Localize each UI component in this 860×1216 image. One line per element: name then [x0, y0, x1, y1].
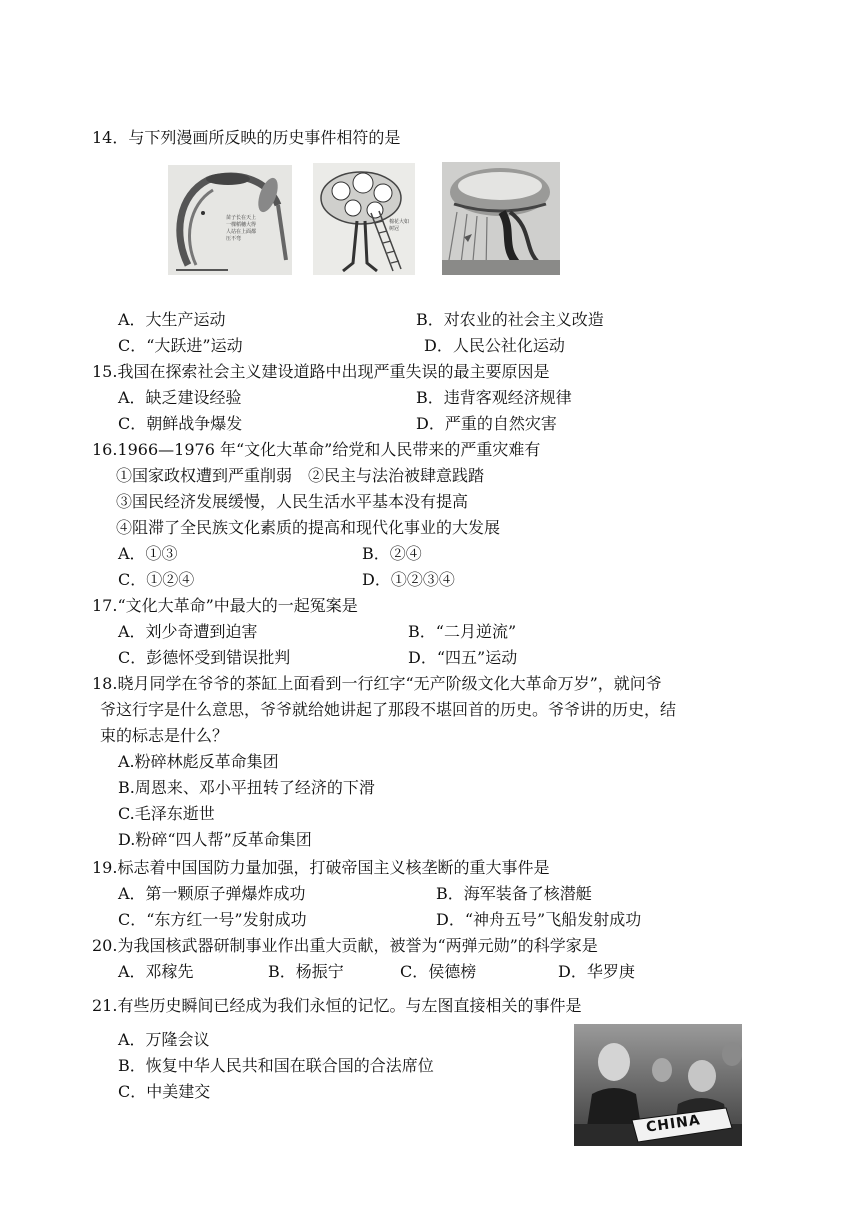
cartoon-caption-1: 苗子长在天上 一棵稻穗大得 人站在上面都 压不弯	[226, 215, 257, 242]
q17-option-d: D．“四五”运动	[408, 648, 518, 667]
q19-option-b: B．海军装备了核潜艇	[436, 884, 592, 903]
q16-item-3: ④阻滞了全民族文化素质的提高和现代化事业的大发展	[116, 518, 501, 537]
q19-option-d: D．“神舟五号”飞船发射成功	[436, 910, 642, 929]
q18-stem-line-3: 束的标志是什么？	[100, 726, 229, 745]
q15-option-d: D．严重的自然灾害	[416, 414, 557, 433]
q17-option-a: A．刘少奇遭到迫害	[118, 622, 258, 641]
q16-item-2: ③国民经济发展缓慢，人民生活水平基本没有提高	[116, 492, 469, 511]
q15-option-c: C．朝鲜战争爆发	[118, 414, 243, 433]
q19-option-c: C．“东方红一号”发射成功	[118, 910, 307, 929]
photo-sign-text: CHINA	[645, 1112, 702, 1136]
q15-option-b: B．违背客观经济规律	[416, 388, 572, 407]
q14-option-c: C．“大跃进”运动	[118, 336, 243, 355]
q14-option-b: B．对农业的社会主义改造	[416, 310, 604, 329]
q21-option-a: A．万隆会议	[118, 1030, 210, 1049]
q15-stem: 15.我国在探索社会主义建设道路中出现严重失误的最主要原因是	[92, 362, 550, 381]
q17-option-b: B．“二月逆流”	[408, 622, 517, 641]
q16-option-b: B．②④	[362, 544, 422, 563]
cartoon-cotton-tree	[313, 163, 415, 275]
q16-option-d: D．①②③④	[362, 570, 455, 589]
q18-option-b: B.周恩来、邓小平扭转了经济的下滑	[118, 778, 375, 797]
cartoon-boast-storm	[442, 162, 560, 275]
q17-option-c: C．彭德怀受到错误批判	[118, 648, 291, 667]
q20-option-d: D．华罗庚	[558, 962, 635, 981]
q20-option-c: C．侯德榜	[400, 962, 477, 981]
q14-option-a: A．大生产运动	[118, 310, 226, 329]
q16-option-c: C．①②④	[118, 570, 195, 589]
q21-option-b: B．恢复中华人民共和国在联合国的合法席位	[118, 1056, 434, 1075]
q21-option-c: C．中美建交	[118, 1082, 211, 1101]
q16-item-1: ①国家政权遭到严重削弱 ②民主与法治被肆意践踏	[116, 466, 485, 485]
q18-stem-line-2: 爷这行字是什么意思，爷爷就给她讲起了那段不堪回首的历史。爷爷讲的历史，结	[100, 700, 677, 719]
q18-stem-line-1: 18.晓月同学在爷爷的茶缸上面看到一行红字“无产阶级文化大革命万岁”，就问爷	[92, 674, 662, 693]
q16-stem: 16.1966—1976 年“文化大革命”给党和人民带来的严重灾难有	[92, 440, 541, 459]
q15-option-a: A．缺乏建设经验	[118, 388, 242, 407]
q20-stem: 20.为我国核武器研制事业作出重大贡献，被誉为“两弹元勋”的科学家是	[92, 936, 598, 955]
q19-option-a: A．第一颗原子弹爆炸成功	[118, 884, 306, 903]
q18-option-a: A.粉碎林彪反革命集团	[118, 752, 279, 771]
q19-stem: 19.标志着中国国防力量加强，打破帝国主义核垄断的重大事件是	[92, 858, 550, 877]
q14-stem: 14．与下列漫画所反映的历史事件相符的是	[92, 128, 401, 147]
q17-stem: 17.“文化大革命”中最大的一起冤案是	[92, 596, 358, 615]
q18-option-d: D.粉碎“四人帮”反革命集团	[118, 830, 312, 849]
cartoon-giant-rice	[168, 165, 292, 275]
q14-option-d: D．人民公社化运动	[424, 336, 565, 355]
cartoon-caption-2: 棉花大如 树冠	[389, 219, 410, 232]
q20-option-b: B．杨振宁	[268, 962, 344, 981]
photo-un-delegation	[574, 1024, 742, 1146]
q21-stem: 21.有些历史瞬间已经成为我们永恒的记忆。与左图直接相关的事件是	[92, 996, 582, 1015]
q18-option-c: C.毛泽东逝世	[118, 804, 215, 823]
q16-option-a: A．①③	[118, 544, 178, 563]
q20-option-a: A．邓稼先	[118, 962, 194, 981]
